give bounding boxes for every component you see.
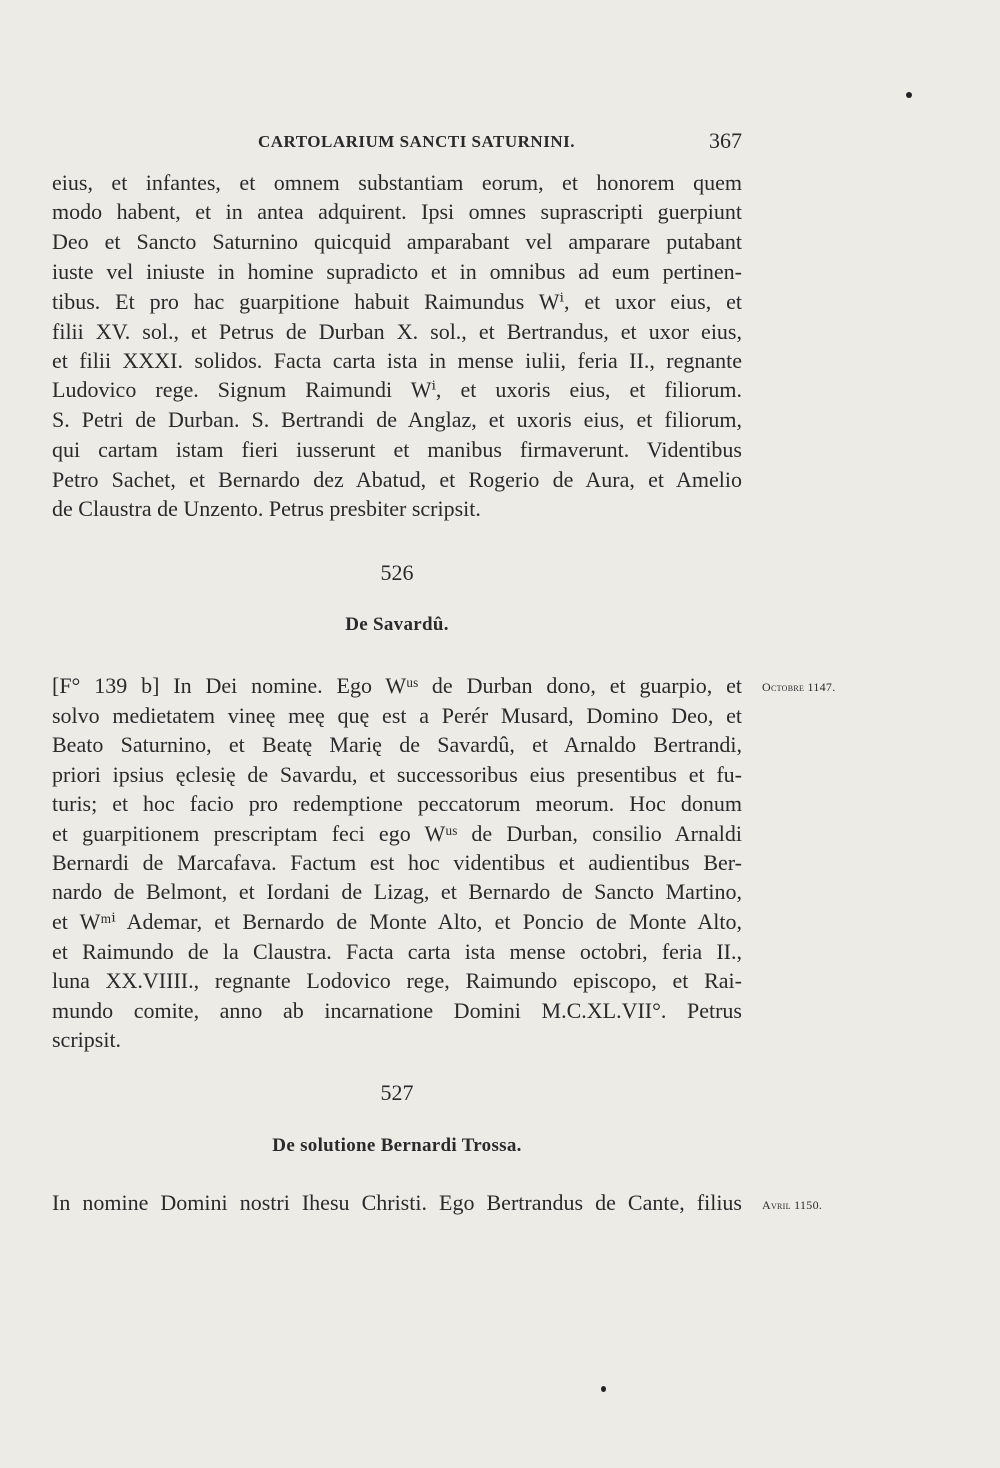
text-line: turis; et hoc facio pro redemptione peccatorum meorum. Hoc donum	[52, 791, 742, 816]
text-line: Beato Saturnino, et Beatę Marię de Savardû, et Arnaldo Bertrandi,	[52, 732, 742, 757]
text-line: luna XX.VIIII., regnante Lodovico rege, Raimundo episcopo, et Rai-	[52, 968, 742, 993]
running-header	[52, 128, 742, 158]
text-line: et Raimundo de la Claustra. Facta carta ista mense octobri, feria II.,	[52, 939, 742, 964]
margin-date: Avril 1150.	[762, 1198, 823, 1212]
text-line: nardo de Belmont, et Iordani de Lizag, et Bernardo de Sancto Martino,	[52, 879, 742, 904]
text-line: et Wᵐⁱ Ademar, et Bernardo de Monte Alto, et Poncio de Monte Alto,	[52, 909, 742, 934]
text-line: [F° 139 b] In Dei nomine. Ego Wᵘˢ de Durban dono, et guarpio, et	[52, 673, 742, 698]
page-speck	[906, 92, 912, 98]
charter-number: 526	[380, 560, 414, 585]
text-line: eius, et infantes, et omnem substantiam eorum, et honorem quem	[52, 170, 742, 195]
text-line: tibus. Et pro hac guarpitione habuit Raimundus Wⁱ, et uxor eius, et	[52, 289, 742, 314]
text-line: priori ipsius ęclesię de Savardu, et successoribus eius presentibus et fu-	[52, 762, 742, 787]
text-line: qui cartam istam fieri iusserunt et manibus firmaverunt. Videntibus	[52, 437, 742, 462]
text-line: S. Petri de Durban. S. Bertrandi de Anglaz, et uxoris eius, et filiorum,	[52, 407, 742, 432]
charter-title: De Savardû.	[345, 614, 449, 635]
text-line: solvo medietatem vineę meę quę est a Perér Musard, Domino Deo, et	[52, 703, 742, 728]
charter-number: 527	[380, 1080, 414, 1105]
text-line: Ludovico rege. Signum Raimundi Wⁱ, et uxoris eius, et filiorum.	[52, 377, 742, 402]
text-line: Deo et Sancto Saturnino quicquid amparabant vel amparare putabant	[52, 229, 742, 254]
text-line: de Claustra de Unzento. Petrus presbiter scripsit.	[52, 496, 481, 521]
page-number: 367	[709, 128, 742, 153]
text-line: mundo comite, anno ab incarnatione Domini M.C.XL.VII°. Petrus	[52, 998, 742, 1023]
text-line: Petro Sachet, et Bernardo dez Abatud, et Rogerio de Aura, et Amelio	[52, 467, 742, 492]
text-line: filii XV. sol., et Petrus de Durban X. sol., et Bertrandus, et uxor eius,	[52, 319, 742, 344]
text-line: modo habent, et in antea adquirent. Ipsi omnes suprascripti guerpiunt	[52, 199, 742, 224]
text-line: scripsit.	[52, 1027, 122, 1052]
text-line: In nomine Domini nostri Ihesu Christi. Ego Bertrandus de Cante, filius	[52, 1190, 742, 1215]
text-line: et guarpitionem prescriptam feci ego Wᵘˢ de Durban, consilio Arnaldi	[52, 821, 742, 846]
text-line: et filii XXXI. solidos. Facta carta ista in mense iulii, feria II., regnante	[52, 348, 742, 373]
running-title: CARTOLARIUM SANCTI SATURNINI.	[258, 132, 575, 151]
page-speck	[601, 1386, 606, 1392]
charter-title: De solutione Bernardi Trossa.	[272, 1135, 522, 1156]
text-line: iuste vel iniuste in homine supradicto et in omnibus ad eum pertinen-	[52, 259, 742, 284]
margin-date: Octobre 1147.	[762, 680, 836, 694]
text-line: Bernardi de Marcafava. Factum est hoc videntibus et audientibus Ber-	[52, 850, 742, 875]
